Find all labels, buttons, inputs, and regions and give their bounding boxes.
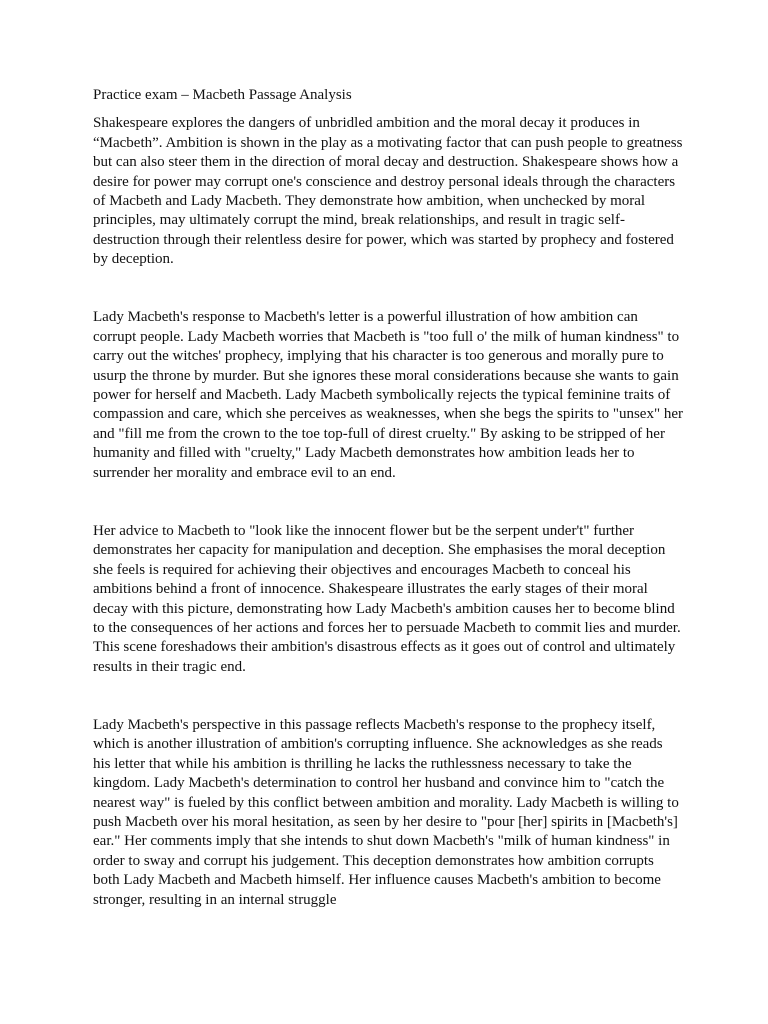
paragraph-introduction: Shakespeare explores the dangers of unbridled ambition and the moral decay it produces in “Macbeth”. Ambition is shown in the play as a motivating factor that can push people to greatness but can also steer them in the direction of moral decay and destruction. Shakespeare shows how a desire for power may corrupt one's conscience and destroy personal ideals through the characters of Macbeth and Lady Macbeth. They demonstrate how ambition, when unchecked by moral principles, may ultimately corrupt the mind, break relationships, and result in tragic self-destruction through their relentless desire for power, which was started by prophecy and fostered by deception.: [93, 115, 683, 268]
paragraph-innocent-flower: Her advice to Macbeth to "look like the innocent flower but be the serpent under't" further demonstrates her capacity for manipulation and deception. She emphasises the moral deception she feels is required for achieving their objectives and encourages Macbeth to conceal his ambitions behind a front of innocence. Shakespeare illustrates the early stages of their moral decay with this picture, demonstrating how Lady Macbeth's ambition causes her to become blind to the consequences of her actions and forces her to persuade Macbeth to commit lies and murder. This scene foreshadows their ambition's disastrous effects as it goes out of control and ultimately results in their tragic end.: [93, 522, 681, 675]
paragraph-letter-response: Lady Macbeth's response to Macbeth's letter is a powerful illustration of how ambition can corrupt people. Lady Macbeth worries that Macbeth is "too full o' the milk of human kindness" to carry out the witches' prophecy, implying that his character is too generous and morally pure to usurp the throne by murder. But she ignores these moral considerations because she wants to gain power for herself and Macbeth. Lady Macbeth symbolically rejects the typical feminine traits of compassion and care, which she perceives as weaknesses, when she begs the spirits to "unsex" her and "fill me from the crown to the toe top-full of direst cruelty." By asking to be stripped of her humanity and filled with "cruelty," Lady Macbeth demonstrates how ambition leads her to surrender her morality and embrace evil to an end.: [93, 309, 683, 481]
document-title: Practice exam – Macbeth Passage Analysis: [93, 87, 352, 103]
document-page: [93, 86, 683, 910]
paragraph-perspective: Lady Macbeth's perspective in this passage reflects Macbeth's response to the prophecy itself, which is another illustration of ambition's corrupting influence. She acknowledges as she reads his letter that while his ambition is thrilling he lacks the ruthlessness necessary to take the kingdom. Lady Macbeth's determination to control her husband and convince him to "catch the nearest way" is fueled by this conflict between ambition and morality. Lady Macbeth is willing to push Macbeth over his moral hesitation, as seen by her desire to "pour [her] spirits in [Macbeth's] ear." Her comments imply that she intends to shut down Macbeth's "milk of human kindness" in order to sway and corrupt his judgement. This deception demonstrates how ambition corrupts both Lady Macbeth and Macbeth himself. Her influence causes Macbeth's ambition to become stronger, resulting in an internal struggle: [93, 716, 679, 908]
